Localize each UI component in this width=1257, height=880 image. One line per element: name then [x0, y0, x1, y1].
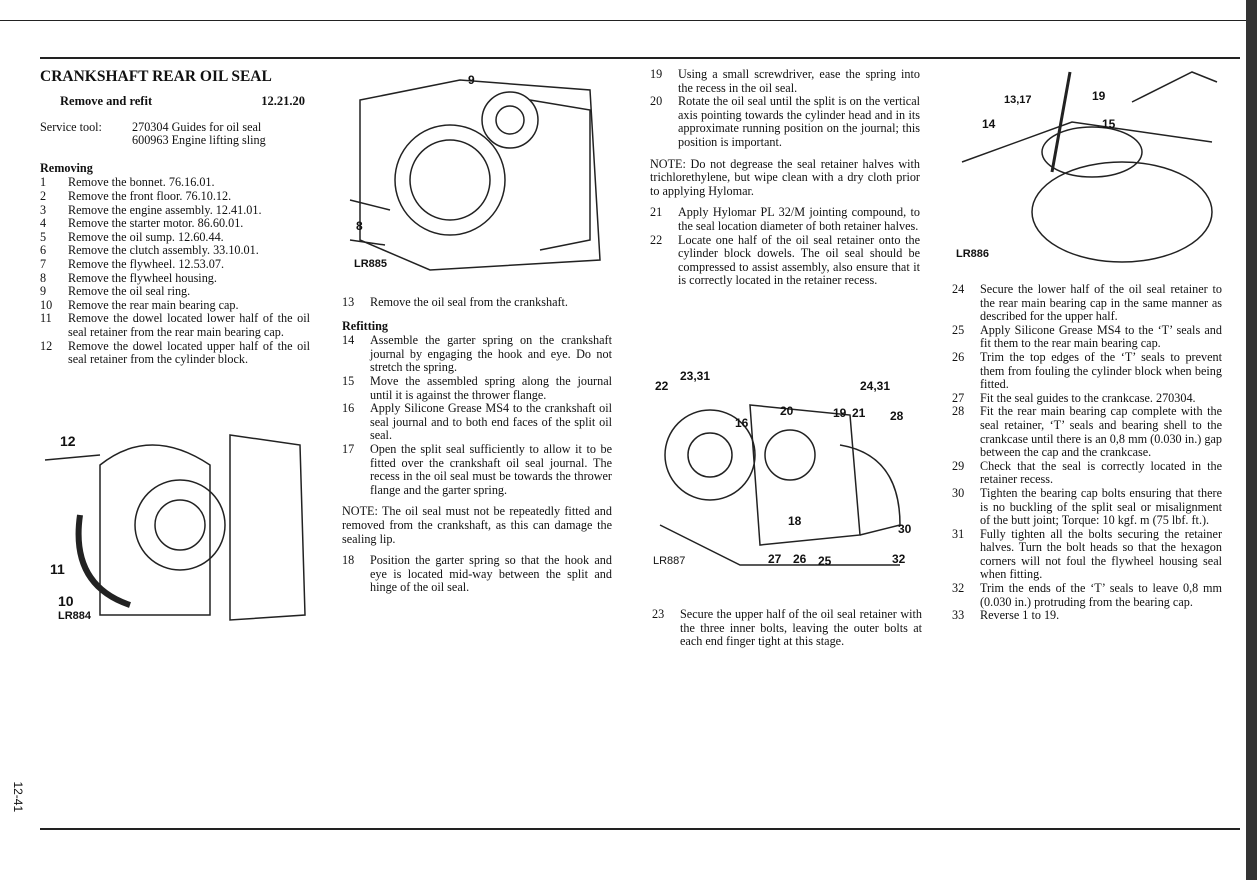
- step: [40, 285, 310, 299]
- figure-lr887: [650, 365, 920, 595]
- step-text: Apply Silicone Grease MS4 to the crankshaft oil seal journal and to both end faces of the split oil seal.: [370, 401, 612, 443]
- step-text: Locate one half of the oil seal retainer onto the cylinder block dowels. The oil seal should be compressed to assist assembly, also ensure that it is correctly located in the retainer recess.: [678, 232, 920, 288]
- step: [952, 392, 1222, 406]
- callout: 13,17: [1004, 94, 1032, 106]
- step-number: 31: [952, 526, 965, 541]
- step: [650, 234, 920, 288]
- refitting-steps: [342, 334, 612, 497]
- step-text: Trim the top edges of the ‘T’ seals to prevent them from fouling the cylinder block when being fitted.: [980, 349, 1222, 392]
- step-text: Using a small screwdriver, ease the spring into the recess in the oil seal.: [678, 67, 920, 95]
- step: [40, 258, 310, 272]
- step-number: 22: [650, 232, 663, 247]
- figure-ref: LR887: [653, 555, 686, 567]
- page-edge: [1246, 0, 1257, 880]
- step-number: 25: [952, 322, 965, 337]
- step-number: 30: [952, 485, 965, 500]
- step-number: 7: [40, 256, 47, 271]
- note: NOTE: Do not degrease the seal retainer halves with trichlorethylene, but wipe clean with a dry cloth prior to applying Hylomar.: [650, 156, 920, 198]
- step-number: 14: [342, 333, 355, 348]
- callout: 24,31: [860, 379, 891, 393]
- step: [652, 608, 922, 649]
- column-4: [952, 283, 1222, 623]
- service-tool: 600963 Engine lifting sling: [132, 133, 266, 148]
- step-text: Remove the flywheel. 12.53.07.: [68, 256, 225, 271]
- footer-rule: [40, 828, 1240, 830]
- step-number: 33: [952, 608, 965, 623]
- step: [40, 312, 310, 339]
- figure-lr886: [952, 62, 1222, 272]
- step: [952, 582, 1222, 609]
- step-text: Remove the starter motor. 86.60.01.: [68, 216, 244, 231]
- figure-lr885: [340, 70, 610, 285]
- step-number: 13: [342, 295, 355, 309]
- step: [342, 375, 612, 402]
- page-title: CRANKSHAFT REAR OIL SEAL: [40, 68, 272, 85]
- step: [952, 460, 1222, 487]
- step-number: 15: [342, 373, 355, 388]
- step-number: 9: [40, 284, 47, 299]
- step-text: Secure the upper half of the oil seal retainer with the three inner bolts, leaving the outer bolts at each end finger tight at this stage.: [680, 607, 922, 649]
- step: [952, 609, 1222, 623]
- step: [342, 334, 612, 375]
- column-3: [650, 68, 920, 288]
- step-text: Fit the seal guides to the crankcase. 270304.: [980, 390, 1196, 405]
- step: [952, 487, 1222, 528]
- refitting-steps: [650, 68, 920, 150]
- callout: 16: [735, 416, 749, 430]
- step-number: 27: [952, 390, 965, 405]
- step-number: 4: [40, 216, 47, 231]
- figure-ref: LR886: [956, 248, 990, 260]
- step-text: Rotate the oil seal until the split is on the vertical axis pointing towards the cylinder head and in its approximate running position on the journal; this position is important.: [678, 94, 920, 149]
- step-text: Remove the bonnet. 76.16.01.: [68, 175, 215, 190]
- step-text: Open the split seal sufficiently to allow it to be fitted over the crankshaft oil seal journal. The recess in the oil seal must be towards the thrower flange and the garter spring.: [370, 441, 612, 497]
- callout: 9: [468, 73, 475, 87]
- removing-steps: [40, 176, 310, 366]
- figure-ref: LR884: [58, 610, 92, 622]
- callout: 22: [655, 379, 669, 393]
- step: [40, 272, 310, 286]
- top-rule: [0, 20, 1257, 21]
- callout: 19: [833, 406, 847, 420]
- step: [952, 324, 1222, 351]
- callout: 23,31: [680, 369, 711, 383]
- step-text: Position the garter spring so that the hook and eye is located mid-way between the split and hinge of the oil seal.: [370, 553, 612, 595]
- step: [650, 95, 920, 149]
- step-number: 16: [342, 401, 355, 416]
- step-text: Check that the seal is correctly located in the retainer recess.: [980, 458, 1222, 487]
- service-tool-label: Service tool:: [40, 119, 102, 134]
- callout: 26: [793, 552, 807, 566]
- callout: 27: [768, 552, 782, 566]
- figure-lr884: [40, 425, 310, 625]
- step: [952, 283, 1222, 324]
- step-text: Remove the dowel located upper half of the oil seal retainer from the cylinder block.: [68, 338, 310, 367]
- header-rule: [40, 57, 1240, 59]
- bearing-cap-illustration: [40, 425, 310, 625]
- callout: 12: [60, 433, 76, 449]
- step: [342, 296, 612, 310]
- callout: 11: [50, 561, 65, 577]
- callout: 32: [892, 552, 906, 566]
- step: [952, 528, 1222, 582]
- step-text: Remove the clutch assembly. 33.10.01.: [68, 243, 259, 258]
- step: [952, 351, 1222, 392]
- service-tools: [40, 121, 310, 148]
- step: [342, 554, 612, 595]
- operation-number: 12.21.20: [261, 94, 305, 108]
- callout: 20: [780, 404, 794, 418]
- step: [40, 217, 310, 231]
- step-text: Apply Hylomar PL 32/M jointing compound, to the seal location diameter of both retainer halves.: [678, 205, 920, 233]
- seal-guides-illustration: [952, 62, 1222, 272]
- refitting-steps: [952, 283, 1222, 623]
- callout: 30: [898, 522, 912, 536]
- step: [342, 443, 612, 497]
- step-number: 26: [952, 349, 965, 364]
- step-number: 8: [40, 270, 47, 285]
- callout: 8: [356, 219, 363, 233]
- step-number: 10: [40, 297, 53, 312]
- step-text: Remove the rear main bearing cap.: [68, 297, 239, 312]
- step-number: 1: [40, 175, 47, 190]
- step-number: 28: [952, 404, 965, 419]
- step-text: Remove the oil sump. 12.60.44.: [68, 229, 224, 244]
- step-number: 2: [40, 188, 47, 203]
- operation-header: [40, 95, 310, 109]
- step: [40, 231, 310, 245]
- callout: 14: [982, 117, 996, 131]
- refitting-steps: [650, 206, 920, 288]
- note: NOTE: The oil seal must not be repeatedly fitted and removed from the crankshaft, as this can damage the sealing lip.: [342, 504, 612, 546]
- step-text: Apply Silicone Grease MS4 to the ‘T’ seals and fit them to the rear main bearing cap.: [980, 322, 1222, 351]
- step-text: Remove the front floor. 76.10.12.: [68, 188, 232, 203]
- step-number: 20: [650, 94, 663, 109]
- step-number: 24: [952, 282, 965, 296]
- callout: 25: [818, 554, 832, 568]
- subtitle: Remove and refit: [60, 94, 153, 108]
- callout: 10: [58, 593, 74, 609]
- step: [40, 299, 310, 313]
- step: [40, 176, 310, 190]
- step-text: Secure the lower half of the oil seal retainer to the rear main bearing cap in the same manner as described for the upper half.: [980, 282, 1222, 324]
- step: [650, 206, 920, 233]
- column-1: [40, 68, 310, 367]
- column-3-lower: [652, 608, 922, 649]
- step-number: 5: [40, 229, 47, 244]
- step-text: Move the assembled spring along the journal until it is against the thrower flange.: [370, 373, 612, 402]
- step: [40, 340, 310, 367]
- callout: 15: [1102, 117, 1116, 131]
- flywheel-housing-illustration: [340, 70, 610, 285]
- step-text: Remove the flywheel housing.: [68, 270, 217, 285]
- page-number: 12-41: [11, 781, 26, 813]
- refitting-heading: Refitting: [342, 318, 389, 333]
- step-text: Trim the ends of the ‘T’ seals to leave 0,8 mm (0.030 in.) protruding from the bearing cap.: [980, 581, 1222, 609]
- step-number: 18: [342, 553, 355, 568]
- step: [952, 405, 1222, 459]
- step: [650, 68, 920, 95]
- step-number: 17: [342, 441, 355, 456]
- callout: 19: [1092, 89, 1106, 103]
- step: [40, 190, 310, 204]
- step-number: 6: [40, 243, 47, 258]
- removing-heading: Removing: [40, 160, 93, 175]
- figure-ref: LR885: [354, 258, 388, 270]
- step-text: Remove the oil seal from the crankshaft.: [370, 295, 568, 309]
- step-text: Remove the oil seal ring.: [68, 284, 191, 299]
- step-number: 12: [40, 338, 53, 353]
- callout: 18: [788, 514, 802, 528]
- step-text: Assemble the garter spring on the crankshaft journal by engaging the hook and eye. Do not stretch the spring.: [370, 333, 612, 375]
- step-text: Remove the dowel located lower half of the oil seal retainer from the rear main bearing cap.: [68, 311, 310, 339]
- step: [40, 204, 310, 218]
- step-number: 3: [40, 202, 47, 217]
- callout: 21: [852, 406, 866, 420]
- step-text: Reverse 1 to 19.: [980, 608, 1060, 623]
- column-2: [342, 296, 612, 595]
- step-number: 29: [952, 458, 965, 473]
- service-tool: 270304 Guides for oil seal: [132, 119, 262, 134]
- step-number: 23: [652, 607, 665, 621]
- step-number: 11: [40, 311, 52, 326]
- step-text: Fully tighten all the bolts securing the retainer halves. Turn the bolt heads so that the hexagon corners will not foul the flywheel housing seal when fitting.: [980, 526, 1222, 582]
- callout: 28: [890, 409, 904, 423]
- step: [342, 402, 612, 443]
- seal-retainer-illustration: [650, 365, 920, 595]
- step-number: 19: [650, 67, 663, 81]
- step-number: 21: [650, 205, 663, 220]
- step-text: Tighten the bearing cap bolts ensuring that there is no buckling of the split seal or misalignment of the butt joint; Torque: 10 kgf. m (75 lbf. ft.).: [980, 485, 1222, 528]
- step: [40, 244, 310, 258]
- step-text: Remove the engine assembly. 12.41.01.: [68, 202, 262, 217]
- step-number: 32: [952, 581, 965, 596]
- step-text: Fit the rear main bearing cap complete with the seal retainer, ‘T’ seals and bearing shell to the crankcase until there is an 0,8 mm (0.030 in.) gap between the cap and the crankcase.: [980, 404, 1222, 460]
